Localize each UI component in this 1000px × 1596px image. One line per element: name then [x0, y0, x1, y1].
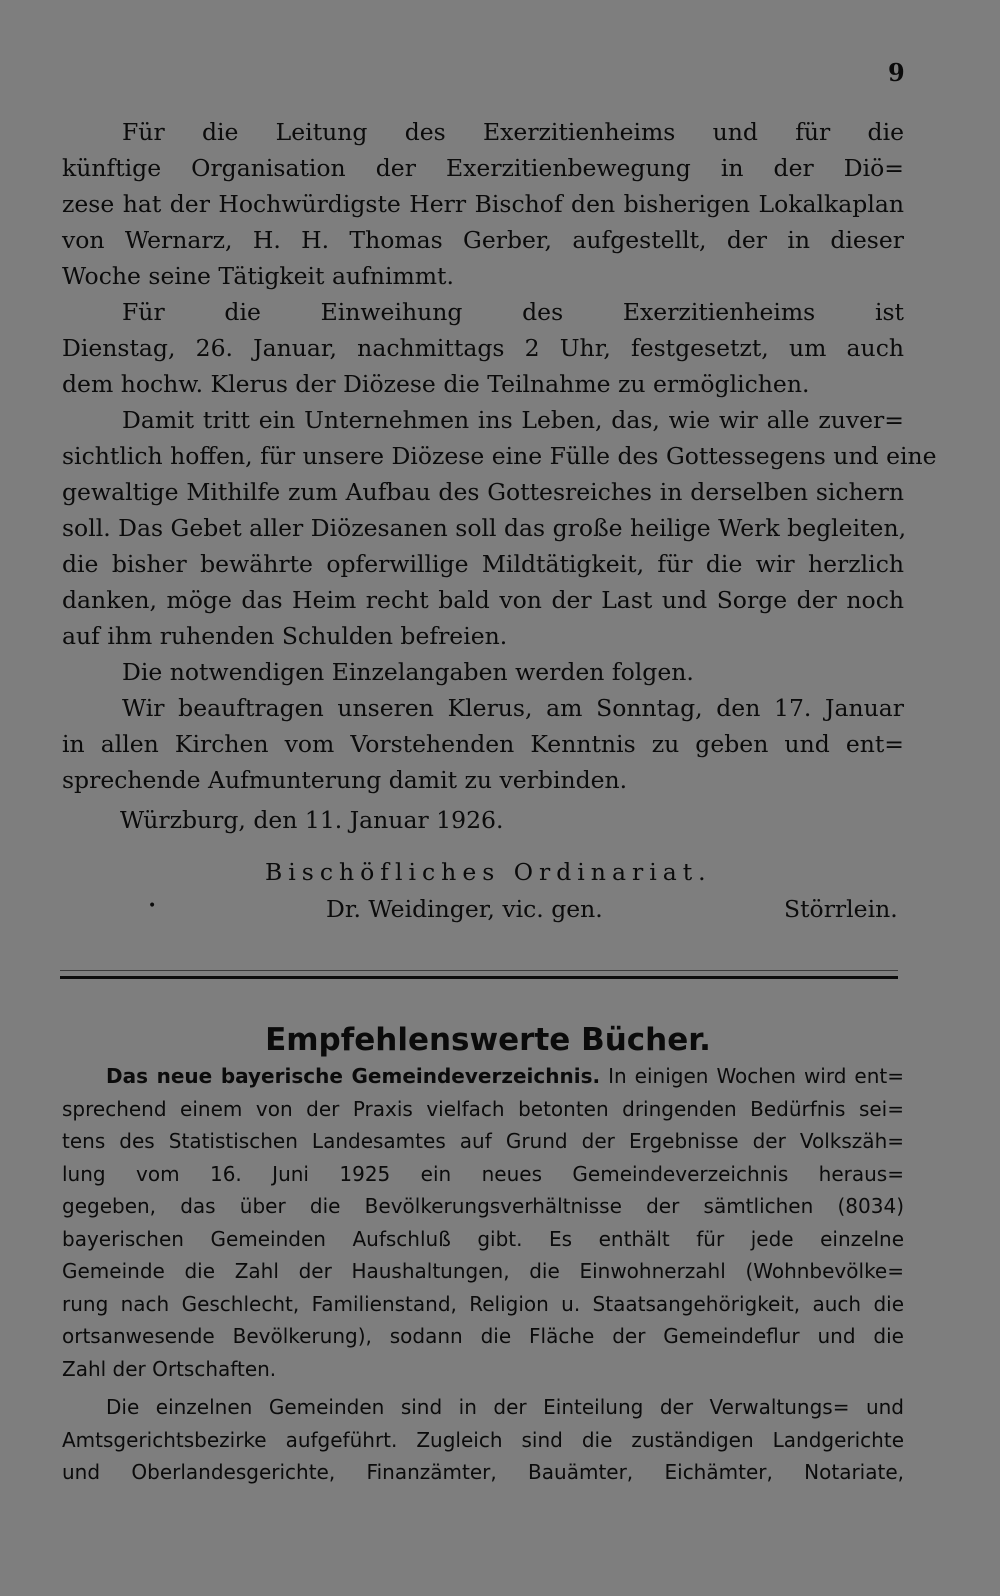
- announcement-body: [62, 114, 937, 798]
- text-line: Für die Leitung des Exerzitienheims und für die: [122, 118, 904, 146]
- divider-thin: [60, 970, 898, 971]
- text-line: ortsanwesende Bevölkerung), sodann die Fläche der Gemeindeflur und die: [62, 1324, 904, 1348]
- signature-right: Störrlein.: [784, 895, 898, 923]
- text-line: Dienstag, 26. Januar, nachmittags 2 Uhr, festgesetzt, um auch: [62, 334, 904, 362]
- section-heading: Empfehlenswerte Bücher.: [265, 1022, 711, 1058]
- text-line: auf ihm ruhenden Schulden befreien.: [62, 622, 508, 650]
- text-line: sprechend einem von der Praxis vielfach betonten dringenden Bedürfnis sei=: [62, 1096, 904, 1121]
- signature-left: Dr. Weidinger, vic. gen.: [326, 895, 603, 923]
- divider: [60, 976, 898, 979]
- text-fragment: In einigen Wochen wird ent=: [608, 1064, 905, 1088]
- page-number: 9: [888, 58, 905, 87]
- text-line: Amtsgerichtsbezirke aufgeführt. Zugleich sind die zuständigen Landgerichte: [62, 1427, 904, 1452]
- text-line: in allen Kirchen vom Vorstehenden Kenntnis zu geben und ent=: [62, 730, 904, 758]
- text-line: bayerischen Gemeinden Aufschluß gibt. Es enthält für jede einzelne: [62, 1226, 904, 1251]
- issuing-office: Bischöfliches Ordinariat.: [265, 858, 712, 886]
- text-line: sichtlich hoffen, für unsere Diözese eine Fülle des Gottessegens und eine: [62, 442, 937, 470]
- text-line: Wir beauftragen unseren Klerus, am Sonntag, den 17. Januar: [122, 694, 904, 722]
- text-line: künftige Organisation der Exerzitienbewegung in der Diö=: [62, 154, 904, 182]
- text-line: lung vom 16. Juni 1925 ein neues Gemeindeverzeichnis heraus=: [62, 1161, 904, 1186]
- text-line: zese hat der Hochwürdigste Herr Bischof den bisherigen Lokalkaplan: [62, 190, 904, 218]
- place-date: Würzburg, den 11. Januar 1926.: [120, 806, 504, 834]
- text-line: Damit tritt ein Unternehmen ins Leben, das, wie wir alle zuver=: [122, 406, 904, 434]
- text-line: danken, möge das Heim recht bald von der Last und Sorge der noch: [62, 586, 904, 614]
- text-line: von Wernarz, H. H. Thomas Gerber, aufgestellt, der in dieser: [62, 226, 904, 254]
- text-line: sprechende Aufmunterung damit zu verbinden.: [62, 766, 628, 794]
- text-line: Die einzelnen Gemeinden sind in der Einteilung der Verwaltungs= und: [106, 1395, 904, 1419]
- text-line: gewaltige Mithilfe zum Aufbau des Gottesreiches in derselben sichern: [62, 478, 904, 506]
- text-line: soll. Das Gebet aller Diözesanen soll das große heilige Werk begleiten,: [62, 514, 907, 542]
- text-line: dem hochw. Klerus der Diözese die Teilnahme zu ermöglichen.: [62, 370, 810, 398]
- bullet-mark: •: [148, 898, 157, 914]
- text-line: rung nach Geschlecht, Familienstand, Religion u. Staatsangehörigkeit, auch die: [62, 1291, 904, 1316]
- book-title: Das neue bayerische Gemeindeverzeichnis.: [106, 1064, 601, 1088]
- text-line: Zahl der Ortschaften.: [62, 1356, 277, 1381]
- text-line: Die notwendigen Einzelangaben werden folgen.: [122, 658, 694, 686]
- text-line: Woche seine Tätigkeit aufnimmt.: [62, 262, 454, 290]
- text-line: Für die Einweihung des Exerzitienheims ist: [122, 298, 904, 326]
- text-line: Gemeinde die Zahl der Haushaltungen, die Einwohnerzahl (Wohnbevölke=: [62, 1259, 904, 1283]
- text-line: die bisher bewährte opferwillige Mildtätigkeit, für die wir herzlich: [62, 550, 904, 578]
- text-line: gegeben, das über die Bevölkerungsverhältnisse der sämtlichen (8034): [62, 1194, 904, 1218]
- books-body: [62, 1060, 904, 1489]
- text-line: und Oberlandesgerichte, Finanzämter, Bauämter, Eichämter, Notariate,: [62, 1460, 904, 1484]
- text-line: tens des Statistischen Landesamtes auf Grund der Ergebnisse der Volkszäh=: [62, 1129, 904, 1153]
- text-line: [62, 1060, 904, 1093]
